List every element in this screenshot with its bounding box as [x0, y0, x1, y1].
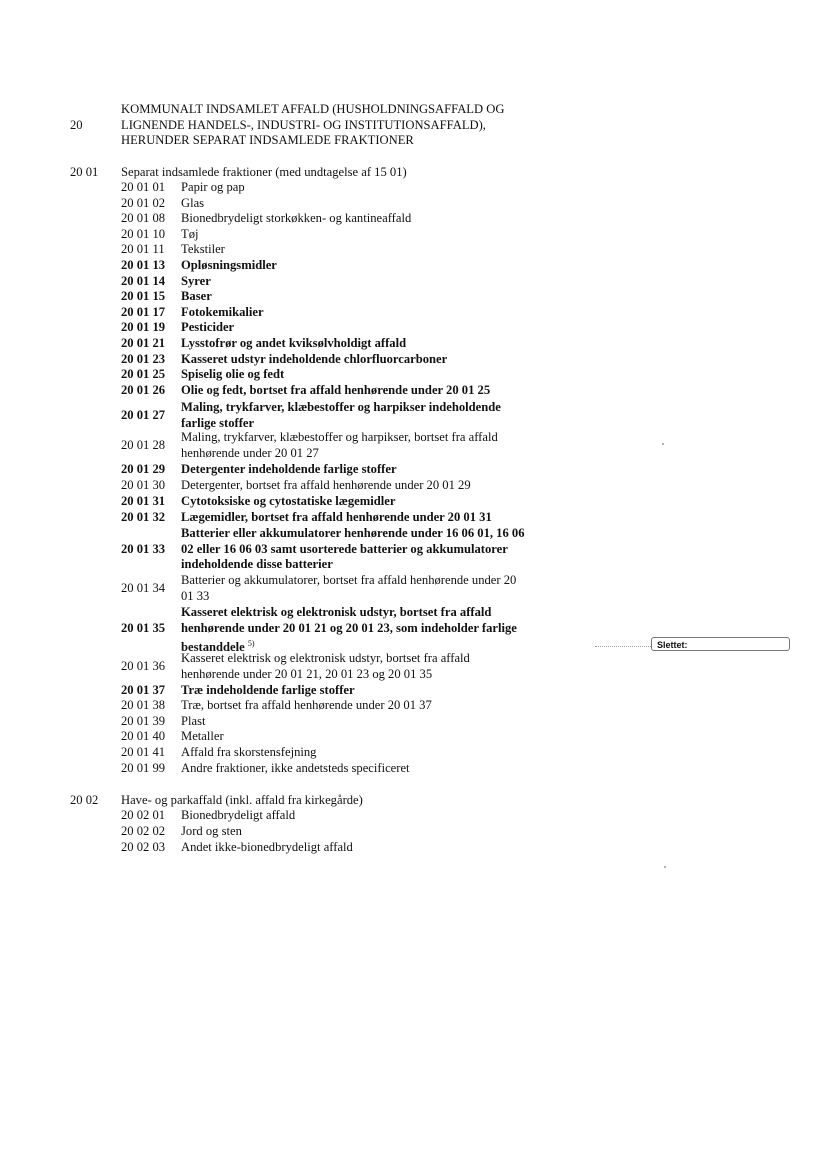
- waste-code-row: [121, 400, 581, 431]
- waste-code: 20 01 41: [121, 745, 166, 759]
- description-line: [181, 557, 581, 573]
- waste-description: [181, 714, 581, 730]
- description-line: [181, 761, 581, 777]
- waste-code-row: [121, 320, 581, 336]
- description-line: [181, 430, 581, 446]
- waste-description: [181, 573, 581, 604]
- group-title: Have- og parkaffald (inkl. affald fra kirkegårde): [121, 793, 363, 807]
- description-text: Batterier eller akkumulatorer henhørende under 16 06 01, 16 06: [181, 526, 525, 540]
- waste-code-row: [121, 305, 581, 321]
- description-line: [181, 589, 581, 605]
- waste-description: [181, 196, 581, 212]
- description-line: [181, 196, 581, 212]
- chapter-title-line: LIGNENDE HANDELS-, INDUSTRI- OG INSTITUTIONSAFFALD),: [121, 117, 486, 132]
- group-code: 20 01: [70, 165, 99, 179]
- description-line: [181, 605, 581, 621]
- waste-code-row: [121, 478, 581, 494]
- waste-description: [181, 336, 581, 352]
- description-line: [181, 510, 581, 526]
- description-text: Tøj: [181, 227, 199, 241]
- description-line: [181, 274, 581, 290]
- waste-code: 20 01 25: [121, 367, 166, 381]
- description-text: Pesticider: [181, 320, 235, 334]
- description-text: Olie og fedt, bortset fra affald henhørende under 20 01 25: [181, 383, 491, 397]
- description-text: Batterier og akkumulatorer, bortset fra affald henhørende under 20: [181, 573, 517, 587]
- waste-code-row: [121, 808, 581, 824]
- waste-code-row: [121, 729, 581, 745]
- waste-description: [181, 745, 581, 761]
- description-line: [181, 808, 581, 824]
- description-text: Træ, bortset fra affald henhørende under 20 01 37: [181, 698, 432, 712]
- waste-description: [181, 729, 581, 745]
- waste-description: [181, 651, 581, 682]
- waste-code: 20 01 34: [121, 580, 166, 595]
- description-line: [181, 462, 581, 478]
- waste-description: [181, 824, 581, 840]
- waste-code: 20 01 33: [121, 541, 166, 556]
- description-line: [181, 400, 581, 416]
- description-line: [181, 289, 581, 305]
- comment-label: Slettet:: [657, 640, 688, 650]
- waste-description: [181, 258, 581, 274]
- comment-connector: [595, 646, 651, 647]
- waste-code: 20 01 35: [121, 620, 166, 635]
- waste-code-row: [121, 180, 581, 196]
- description-text: henhørende under 20 01 21, 20 01 23 og 20 01 35: [181, 666, 433, 681]
- description-text: bestanddele: [181, 640, 245, 655]
- scan-speck: [664, 866, 666, 868]
- description-line: [181, 320, 581, 336]
- chapter-title-line: HERUNDER SEPARAT INDSAMLEDE FRAKTIONER: [121, 133, 414, 148]
- description-text: Spiselig olie og fedt: [181, 367, 285, 381]
- description-line: [181, 383, 581, 399]
- chapter-number: 20: [70, 118, 83, 132]
- chapter-title: [121, 102, 504, 149]
- waste-code: 20 01 30: [121, 478, 166, 492]
- description-text: henhørende under 20 01 27: [181, 445, 319, 460]
- description-line: [181, 305, 581, 321]
- description-text: Glas: [181, 196, 205, 210]
- description-line: [181, 729, 581, 745]
- waste-code-row: [121, 289, 581, 305]
- description-text: farlige stoffer: [181, 415, 255, 430]
- description-text: Maling, trykfarver, klæbestoffer og harpikser, bortset fra affald: [181, 430, 498, 444]
- waste-code: 20 01 19: [121, 320, 166, 334]
- description-text: Plast: [181, 714, 206, 728]
- description-text: Lysstofrør og andet kviksølvholdigt affald: [181, 336, 407, 350]
- description-line: [181, 745, 581, 761]
- description-text: Detergenter, bortset fra affald henhørende under 20 01 29: [181, 478, 471, 492]
- description-line: [181, 542, 581, 558]
- description-line: [181, 416, 581, 432]
- waste-description: [181, 462, 581, 478]
- description-line: [181, 698, 581, 714]
- description-text: Maling, trykfarver, klæbestoffer og harpikser indeholdende: [181, 400, 501, 414]
- waste-code-row: [121, 824, 581, 840]
- waste-code-row: [121, 352, 581, 368]
- waste-code-row: [121, 698, 581, 714]
- description-text: Syrer: [181, 274, 211, 288]
- description-text: Fotokemikalier: [181, 305, 264, 319]
- waste-code-row: [121, 761, 581, 777]
- waste-code: 20 01 99: [121, 761, 166, 775]
- waste-description: [181, 840, 581, 856]
- comment-balloon-deleted[interactable]: [651, 637, 790, 651]
- waste-description: [181, 289, 581, 305]
- waste-code-row: [121, 510, 581, 526]
- waste-code-row: [121, 274, 581, 290]
- description-line: [181, 840, 581, 856]
- waste-code: 20 01 13: [121, 258, 166, 272]
- description-line: [181, 494, 581, 510]
- waste-description: [181, 494, 581, 510]
- waste-description: [181, 352, 581, 368]
- waste-code: 20 01 17: [121, 305, 166, 319]
- description-text: indeholdende disse batterier: [181, 557, 333, 572]
- description-line: [181, 211, 581, 227]
- waste-code-row: [121, 573, 581, 604]
- waste-code-row: [121, 430, 581, 461]
- description-line: [181, 258, 581, 274]
- description-line: [181, 242, 581, 258]
- waste-description: [181, 605, 581, 656]
- group-code: 20 02: [70, 793, 99, 807]
- waste-code-row: [121, 605, 581, 655]
- waste-description: [181, 430, 581, 461]
- waste-description: [181, 211, 581, 227]
- waste-code-row: [121, 367, 581, 383]
- chapter-title-line: KOMMUNALT INDSAMLET AFFALD (HUSHOLDNINGSAFFALD OG: [121, 102, 505, 116]
- description-line: [181, 478, 581, 494]
- waste-code: 20 02 02: [121, 824, 166, 838]
- waste-code-row: [121, 383, 581, 399]
- waste-description: [181, 478, 581, 494]
- group-title: Separat indsamlede fraktioner (med undtagelse af 15 01): [121, 165, 407, 179]
- description-text: Andre fraktioner, ikke andetsteds specificeret: [181, 761, 410, 775]
- description-text: Cytotoksiske og cytostatiske lægemidler: [181, 494, 396, 508]
- waste-code-row: [121, 745, 581, 761]
- waste-description: [181, 242, 581, 258]
- waste-code-row: [121, 651, 581, 682]
- waste-description: [181, 683, 581, 699]
- description-text: Kasseret elektrisk og elektronisk udstyr, bortset fra affald: [181, 651, 470, 665]
- description-text: Lægemidler, bortset fra affald henhørende under 20 01 31: [181, 510, 492, 524]
- waste-description: [181, 808, 581, 824]
- waste-code: 20 01 21: [121, 336, 166, 350]
- waste-description: [181, 274, 581, 290]
- description-line: [181, 227, 581, 243]
- description-text: Kasseret udstyr indeholdende chlorfluorcarboner: [181, 352, 448, 366]
- waste-code: 20 01 37: [121, 683, 166, 697]
- description-text: Tekstiler: [181, 242, 225, 256]
- waste-code: 20 01 08: [121, 211, 166, 225]
- waste-code-row: [121, 336, 581, 352]
- waste-code: 20 01 15: [121, 289, 166, 303]
- waste-code: 20 01 29: [121, 462, 166, 476]
- waste-code-row: [121, 494, 581, 510]
- description-line: [181, 352, 581, 368]
- description-text: Bionedbrydeligt storkøkken- og kantineaffald: [181, 211, 412, 225]
- description-line: [181, 180, 581, 196]
- description-line: [181, 667, 581, 683]
- scan-speck: [662, 443, 664, 445]
- description-line: [181, 336, 581, 352]
- waste-code: 20 01 32: [121, 510, 166, 524]
- waste-code-row: [121, 211, 581, 227]
- description-line: [181, 573, 581, 589]
- waste-code: 20 01 14: [121, 274, 166, 288]
- waste-code-row: [121, 196, 581, 212]
- waste-description: [181, 367, 581, 383]
- description-line: [181, 621, 581, 637]
- waste-code: 20 01 01: [121, 180, 166, 194]
- waste-code: 20 01 39: [121, 714, 166, 728]
- description-text: Papir og pap: [181, 180, 245, 194]
- waste-code: 20 01 26: [121, 383, 166, 397]
- waste-code: 20 02 01: [121, 808, 166, 822]
- waste-code: 20 01 23: [121, 352, 166, 366]
- waste-description: [181, 698, 581, 714]
- waste-code: 20 01 36: [121, 658, 166, 673]
- description-line: [181, 824, 581, 840]
- waste-code: 20 01 10: [121, 227, 166, 241]
- description-text: Træ indeholdende farlige stoffer: [181, 683, 355, 697]
- description-text: Kasseret elektrisk og elektronisk udstyr, bortset fra affald: [181, 605, 492, 619]
- description-line: [181, 683, 581, 699]
- waste-code-row: [121, 258, 581, 274]
- waste-code: 20 02 03: [121, 840, 166, 854]
- description-text: Detergenter indeholdende farlige stoffer: [181, 462, 397, 476]
- waste-code-row: [121, 242, 581, 258]
- waste-description: [181, 510, 581, 526]
- description-text: Baser: [181, 289, 212, 303]
- waste-code: 20 01 38: [121, 698, 166, 712]
- footnote-marker[interactable]: 5): [247, 639, 255, 649]
- waste-code-row: [121, 840, 581, 856]
- waste-code: 20 01 40: [121, 729, 166, 743]
- waste-description: [181, 761, 581, 777]
- description-text: Affald fra skorstensfejning: [181, 745, 317, 759]
- waste-description: [181, 526, 581, 573]
- description-text: Opløsningsmidler: [181, 258, 277, 272]
- waste-code-row: [121, 683, 581, 699]
- description-text: 02 eller 16 06 03 samt usorterede batterier og akkumulatorer: [181, 541, 508, 556]
- waste-code-row: [121, 526, 581, 573]
- description-text: Andet ikke-bionedbrydeligt affald: [181, 840, 353, 854]
- waste-code: 20 01 11: [121, 242, 165, 256]
- description-line: [181, 526, 581, 542]
- waste-code-row: [121, 462, 581, 478]
- waste-description: [181, 305, 581, 321]
- waste-code: 20 01 28: [121, 437, 166, 452]
- waste-code: 20 01 27: [121, 407, 166, 422]
- description-text: Bionedbrydeligt affald: [181, 808, 296, 822]
- description-text: 01 33: [181, 588, 210, 603]
- waste-description: [181, 227, 581, 243]
- description-line: [181, 651, 581, 667]
- description-line: [181, 367, 581, 383]
- description-line: [181, 446, 581, 462]
- waste-description: [181, 320, 581, 336]
- description-line: [181, 714, 581, 730]
- waste-code-row: [121, 227, 581, 243]
- waste-code-row: [121, 714, 581, 730]
- description-text: Jord og sten: [181, 824, 242, 838]
- waste-description: [181, 400, 581, 431]
- waste-description: [181, 383, 581, 399]
- waste-code: 20 01 02: [121, 196, 166, 210]
- waste-code: 20 01 31: [121, 494, 166, 508]
- waste-description: [181, 180, 581, 196]
- description-text: henhørende under 20 01 21 og 20 01 23, som indeholder farlige: [181, 620, 517, 635]
- description-text: Metaller: [181, 729, 224, 743]
